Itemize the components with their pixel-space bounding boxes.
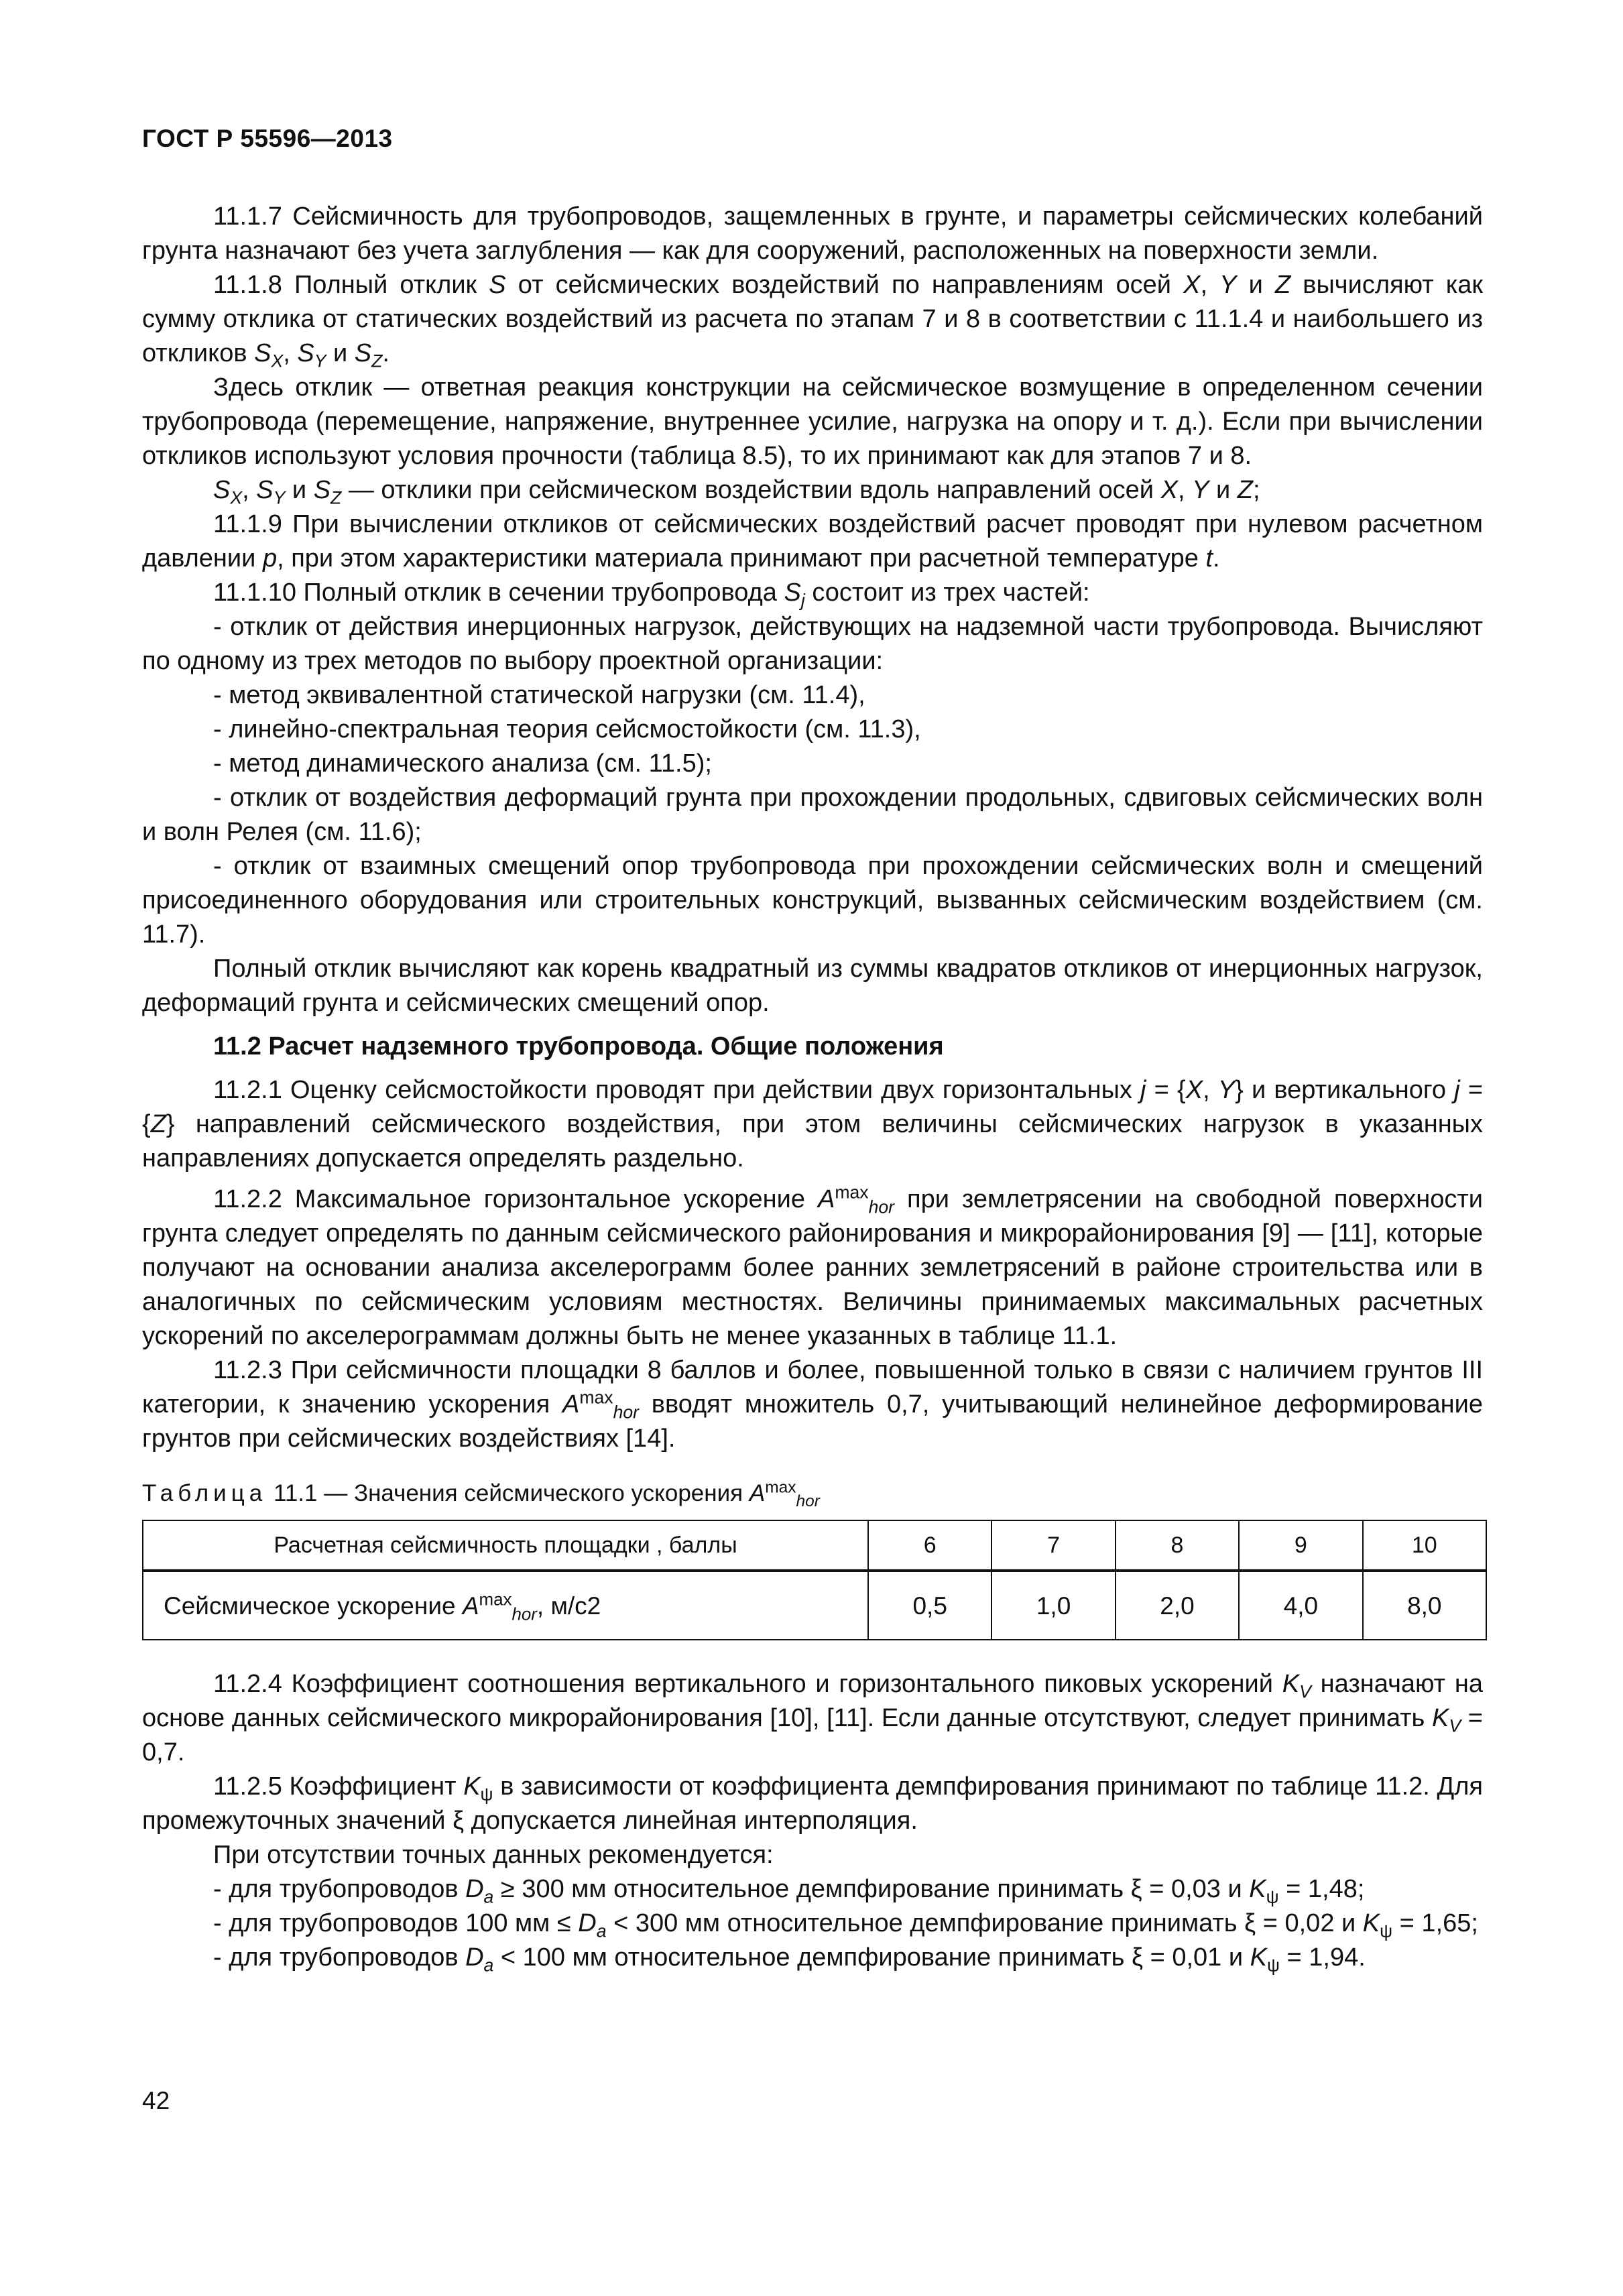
- document-header: ГОСТ Р 55596—2013: [142, 125, 393, 152]
- table-row: [143, 1520, 1486, 1571]
- seismic-acceleration-table: [142, 1520, 1487, 1640]
- paragraph-11-2-1: 11.2.1 Оценку сейсмостойкости проводят при действии двух горизонтальных j = {X, Y} и вертикального j = {Z} направлений сейсмического воздействия, при этом величины сейсмических нагрузок в указанных направлениях допускается определять раздельно.: [142, 1076, 1484, 1172]
- table-row-label: Сейсмическое ускорение $A^{max}_{hor}$, м/с2: [143, 1571, 868, 1640]
- paragraph-recommendations: При отсутствии точных данных рекомендуется:: [213, 1841, 774, 1869]
- list-item-dynamic-analysis: - метод динамического анализа (см. 11.5);: [213, 749, 712, 778]
- table-cell: 9: [1239, 1520, 1362, 1571]
- table-cell: 1,0: [991, 1571, 1115, 1640]
- list-item-spectral-theory: - линейно-спектральная теория сейсмостойкости (см. 11.3),: [213, 715, 921, 743]
- paragraph-responses-xyz: $S_X$, $S_Y$ и $S_Z$ — отклики при сейсмическом воздействии вдоль направлений осей X, Y и Z;: [213, 476, 1260, 508]
- paragraph-total-response: Полный отклик вычисляют как корень квадратный из суммы квадратов откликов от инерционных нагрузок, деформаций грунта и сейсмических смещений опор.: [142, 955, 1483, 1017]
- paragraph-11-2-3: 11.2.3 При сейсмичности площадки 8 баллов и более, повышенной только в связи с наличием грунтов III категории, к значению ускорения $A^{max}_{hor}$ вводят множитель 0,7, учитывающий нелинейное деформирование грунтов при сейсмических воздействиях [14].: [142, 1356, 1483, 1453]
- paragraph-11-1-10: 11.1.10 Полный отклик в сечении трубопровода $S_j$ состоит из трех частей:: [213, 579, 1090, 611]
- list-item-static-method: - метод эквивалентной статической нагрузки (см. 11.4),: [213, 681, 865, 709]
- list-item-small-pipes: - для трубопроводов $D_a < 100$ мм относительное демпфирование принимать ξ = 0,01 и $K_\psi = 1,94$.: [213, 1943, 1366, 1976]
- table-cell: 0,5: [868, 1571, 991, 1640]
- table-cell: 10: [1363, 1520, 1486, 1571]
- paragraph-11-1-8: 11.1.8 Полный отклик S от сейсмических воздействий по направлениям осей X, Y и Z вычисляют как сумму отклика от статических воздействий из расчета по этапам 7 и 8 в соответствии с 11.1.4 и наибольшего из откликов $S_X$, $S_Y$ и $S_Z$.: [142, 271, 1483, 371]
- paragraph-11-2-5: 11.2.5 Коэффициент $K_\psi$ в зависимости от коэффициента демпфирования принимают по таблице 11.2. Для промежуточных значений ξ допускается линейная интерполяция.: [142, 1772, 1484, 1835]
- list-item-medium-pipes: - для трубопроводов 100 мм ≤ $D_a < 300$ мм относительное демпфирование принимать ξ = 0,02 и $K_\psi = 1,65$;: [213, 1909, 1478, 1941]
- table-caption-text: 11.1 — Значения сейсмического ускорения: [273, 1480, 743, 1506]
- paragraph-11-2-2: 11.2.2 Максимальное горизонтальное ускорение $A^{max}_{hor}$ при землетрясении на свободной поверхности грунта следует определять по данным сейсмического районирования и микрорайонирования [9] — [11], которые получают на основании анализа акселерограмм более ранних землетрясений в районе строительства или в аналогичных по сейсмическим условиям местностях. Величины принимаемых максимальных расчетных ускорений по акселерограммам должны быть не менее указанных в таблице 11.1.: [142, 1182, 1483, 1350]
- page-number: 42: [142, 2087, 170, 2114]
- table-caption: Таблица 11.1 — Значения сейсмического ускорения $A^{max}_{hor}$: [142, 1478, 820, 1510]
- table-cell: 8: [1116, 1520, 1239, 1571]
- table-cell: 2,0: [1116, 1571, 1239, 1640]
- table-cell: 4,0: [1239, 1571, 1362, 1640]
- table-cell: 8,0: [1363, 1571, 1486, 1640]
- table-row: [143, 1571, 1486, 1640]
- paragraph-response-definition: Здесь отклик — ответная реакция конструкции на сейсмическое возмущение в определенном сечении трубопровода (перемещение, напряжение, внутреннее усилие, нагрузка на опору и т. д.). Если при вычислении откликов используют условия прочности (таблица 8.5), то их принимают как для этапов 7 и 8.: [142, 373, 1483, 470]
- document-body: [142, 200, 1483, 1975]
- list-item-support-displacement: - отклик от взаимных смещений опор трубопровода при прохождении сейсмических волн и смещений присоединенного оборудования или строительных конструкций, вызванных сейсмическим воздействием (см. 11.7).: [142, 852, 1483, 949]
- list-item-inertial: - отклик от действия инерционных нагрузок, действующих на надземной части трубопровода. Вычисляют по одному из трех методов по выбору проектной организации:: [142, 613, 1483, 675]
- paragraph-11-2-4: 11.2.4 Коэффициент соотношения вертикального и горизонтального пиковых ускорений $K_V$ назначают на основе данных сейсмического микрорайонирования [10], [11]. Если данные отсутствуют, следует принимать $K_V = 0,7$.: [142, 1670, 1484, 1766]
- paragraph-11-1-9: 11.1.9 При вычислении откликов от сейсмических воздействий расчет проводят при нулевом расчетном давлении p, при этом характеристики материала принимают при расчетной температуре t.: [142, 510, 1483, 572]
- list-item-large-pipes: - для трубопроводов $D_a \ge 300$ мм относительное демпфирование принимать ξ = 0,03 и $K_\psi = 1,48$;: [213, 1875, 1365, 1907]
- section-title-11-2: 11.2 Расчет надземного трубопровода. Общие положения: [213, 1032, 944, 1061]
- list-item-ground-deformation: - отклик от воздействия деформаций грунта при прохождении продольных, сдвиговых сейсмических волн и волн Релея (см. 11.6);: [142, 784, 1483, 846]
- paragraph-11-1-7: 11.1.7 Сейсмичность для трубопроводов, защемленных в грунте, и параметры сейсмических колебаний грунта назначают без учета заглубления — как для сооружений, расположенных на поверхности земли.: [142, 202, 1483, 265]
- table-cell: 6: [868, 1520, 991, 1571]
- table-header-label: Расчетная сейсмичность площадки , баллы: [143, 1520, 868, 1571]
- table-caption-word: Таблица: [142, 1480, 267, 1506]
- table-cell: 7: [991, 1520, 1115, 1571]
